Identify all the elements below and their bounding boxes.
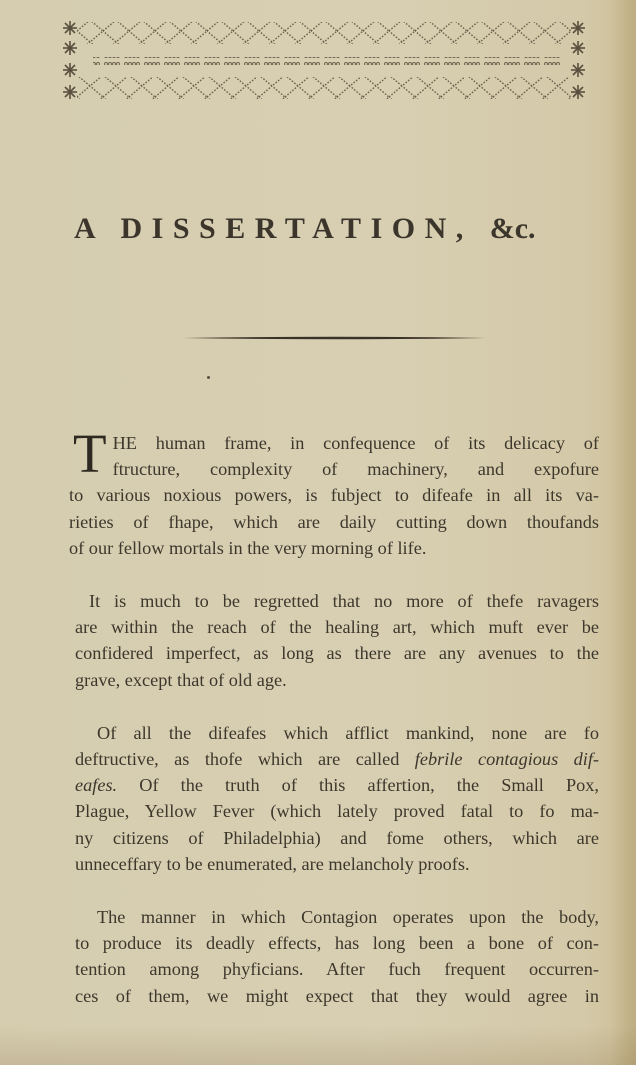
text-line: It is much to be regretted that no more of thefe ravagers bbox=[89, 591, 599, 612]
text-line: of our fellow mortals in the very morning of life. bbox=[69, 537, 427, 558]
text-run: Of all the difeafes which afflict mankind, none are fo bbox=[97, 722, 599, 743]
text-line: ces of them, we might expect that they would agree in bbox=[75, 985, 599, 1006]
ink-speck bbox=[207, 376, 210, 379]
text-line: rieties of fhape, which are daily cutting down thoufands bbox=[69, 511, 599, 532]
text-line bbox=[75, 798, 599, 824]
text-line: The manner in which Contagion operates upon the body, bbox=[97, 907, 599, 928]
text-line: confidered imperfect, as long as there are any avenues to the bbox=[75, 643, 599, 664]
text-line bbox=[75, 825, 599, 851]
swell-rule-icon bbox=[183, 336, 486, 340]
body-text bbox=[69, 423, 600, 1009]
paragraph-3 bbox=[75, 720, 599, 877]
page-edge-shadow bbox=[610, 0, 636, 1065]
italic-run: febrile contagious dif- bbox=[414, 749, 600, 770]
ornament-band bbox=[63, 20, 585, 102]
drop-cap: T bbox=[73, 423, 107, 484]
ornament-lattice-icon bbox=[63, 20, 585, 102]
paragraph-1 bbox=[69, 423, 599, 561]
text-line: tention among phyficians. After fuch frequent occurren- bbox=[75, 959, 599, 980]
text-line bbox=[75, 772, 599, 798]
text-run: ny citizens of Philadelphia) and fome others, which are bbox=[75, 827, 599, 848]
text-line bbox=[75, 746, 599, 772]
text-run: unneceffary to be enumerated, are melancholy proofs. bbox=[75, 853, 470, 874]
text-line: HE human frame, in confequence of its delicacy of bbox=[112, 433, 599, 453]
title-main: A DISSERTATION, bbox=[74, 212, 473, 246]
page-title bbox=[74, 212, 594, 246]
text-line: to various noxious powers, is fubject to difeafe in all its va- bbox=[69, 485, 599, 506]
text-line: grave, except that of old age. bbox=[75, 669, 287, 690]
title-rule bbox=[183, 327, 486, 331]
page-bottom-shadow bbox=[0, 1025, 636, 1065]
text-run: Plague, Yellow Fever (which lately proved fatal to fo ma- bbox=[75, 801, 599, 822]
text-run: deftructive, as thofe which are called bbox=[75, 749, 415, 770]
paragraph-4 bbox=[75, 904, 599, 1009]
title-suffix: &c. bbox=[489, 212, 536, 246]
italic-run: eafes. bbox=[75, 775, 118, 796]
paragraph-2 bbox=[75, 588, 599, 693]
text-line: are within the reach of the healing art, which muft ever be bbox=[75, 617, 599, 638]
text-run: Of the truth of this affertion, the Small Pox, bbox=[117, 775, 599, 796]
text-line: ftructure, complexity of machinery, and expofure bbox=[112, 459, 599, 480]
text-line bbox=[75, 720, 599, 746]
text-line bbox=[75, 851, 599, 877]
text-line: to produce its deadly effects, has long been a bone of con- bbox=[75, 933, 599, 954]
